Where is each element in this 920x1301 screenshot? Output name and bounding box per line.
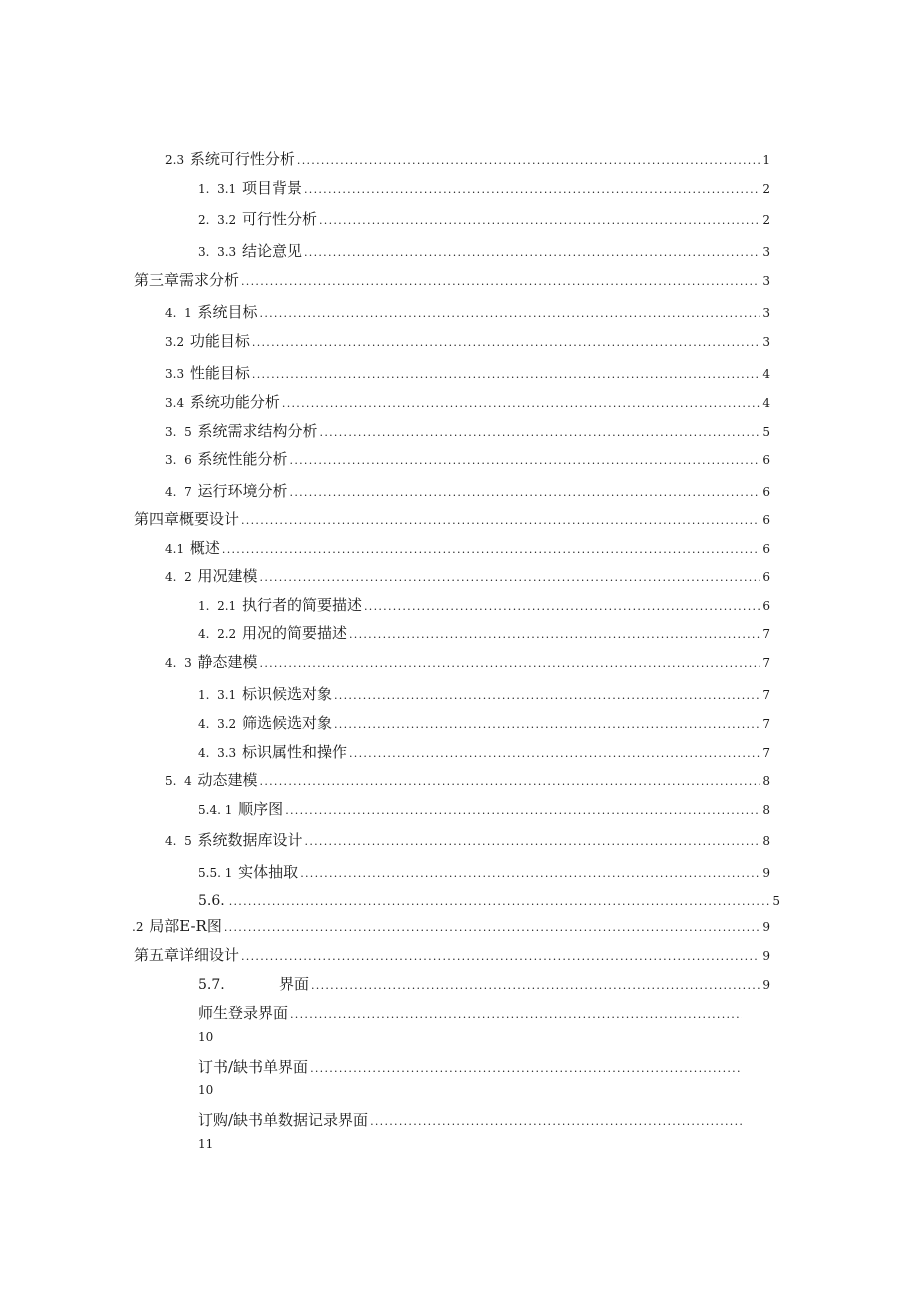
toc-title: 顺序图 [238,800,284,818]
dot-leader [222,921,761,934]
toc-title: 执行者的简要描述 [241,596,362,614]
toc-number: 3. 6 [165,453,196,467]
dot-leader [303,835,761,848]
dot-leader [239,950,760,963]
toc-page: 3 [762,306,770,320]
dot-leader [250,336,760,349]
toc-page: 6 [762,542,770,556]
toc-title: 可行性分析 [241,210,317,228]
toc-chapter-entry[interactable] [132,944,770,968]
toc-number: 4. 3.3 [198,746,240,760]
toc-page: 8 [762,834,770,848]
toc-entry[interactable] [198,1002,742,1026]
dot-leader [288,454,761,467]
dot-leader [288,1008,742,1021]
toc-number: 5.6. [198,893,225,909]
toc-page: 7 [762,688,770,702]
toc-number: 3. 5 [165,425,196,439]
toc-number: 5.7. [198,977,247,993]
toc-title: 功能目标 [189,332,250,350]
dot-leader [283,804,760,817]
toc-page: 3 [762,335,770,349]
toc-title: 结论意见 [241,242,302,260]
toc-page: 6 [762,513,770,527]
toc-page: 4 [762,367,770,381]
toc-entry[interactable] [198,683,770,707]
toc-page: 6 [762,453,770,467]
toc-entry[interactable] [165,420,770,444]
toc-number: 5.5. 1 [198,866,237,880]
toc-entry[interactable] [165,448,770,472]
toc-page: 8 [762,774,770,788]
toc-entry[interactable] [165,362,770,386]
toc-entry[interactable] [198,798,770,822]
toc-entry[interactable] [198,712,770,736]
toc-page: 9 [762,949,770,963]
toc-title: 系统数据库设计 [197,831,303,849]
dot-leader [227,895,771,908]
dot-leader [308,1062,742,1075]
toc-title: 师生登录界面 [198,1004,289,1022]
toc-title: 概述 [189,539,220,557]
toc-number: 4. 2 [165,570,196,584]
dot-leader [239,275,760,288]
toc-title: 标识属性和操作 [241,743,347,761]
toc-page: 9 [762,866,770,880]
toc-page: 10 [198,1083,214,1097]
toc-entry[interactable] [198,1109,742,1133]
toc-page: 3 [762,245,770,259]
toc-entry[interactable] [132,915,770,939]
dot-leader [332,718,760,731]
toc-page: 1 [762,153,770,167]
toc-page: 5 [762,425,770,439]
toc-entry[interactable] [198,861,770,885]
toc-page: 3 [762,274,770,288]
toc-title: 第三章需求分析 [134,271,240,289]
dot-leader [239,514,760,527]
toc-title: 订书/缺书单界面 [198,1058,309,1076]
toc-page: 7 [762,746,770,760]
dot-leader [347,747,760,760]
toc-title: 系统可行性分析 [189,150,295,168]
toc-entry[interactable] [165,391,770,415]
toc-number: 4.1 [165,542,188,556]
toc-number: 2. 3.2 [198,213,240,227]
dot-leader [258,657,761,670]
toc-page: 6 [762,485,770,499]
toc-entry[interactable] [198,893,780,917]
toc-number: 4. 7 [165,485,196,499]
toc-title: 系统需求结构分析 [197,422,318,440]
dot-leader [362,600,760,613]
toc-title: 界面 [278,975,309,993]
dot-leader [347,628,760,641]
toc-entry[interactable] [165,829,770,853]
dot-leader [318,426,761,439]
toc-title: 第五章详细设计 [134,946,240,964]
toc-page: 6 [762,570,770,584]
toc-page: 9 [762,978,770,992]
toc-number: 3.3 [165,367,188,381]
toc-number: 1. 3.1 [198,688,240,702]
toc-entry[interactable] [165,537,770,561]
dot-leader [258,307,761,320]
dot-leader [258,775,761,788]
toc-page: 10 [198,1030,214,1044]
toc-entry[interactable] [165,565,770,589]
toc-title: 筛选候选对象 [241,714,332,732]
toc-title: 项目背景 [241,179,302,197]
toc-number: 3.2 [165,335,188,349]
dot-leader [317,214,760,227]
toc-entry[interactable] [165,301,770,325]
toc-entry[interactable] [198,1056,742,1080]
toc-entry[interactable] [198,622,770,646]
toc-page: 6 [762,599,770,613]
dot-leader [368,1115,742,1128]
toc-entry[interactable] [198,594,770,618]
toc-number: 5. 4 [165,774,196,788]
toc-number: 1. 3.1 [198,182,240,196]
toc-page: 2 [762,182,770,196]
toc-entry[interactable] [165,480,770,504]
toc-number: 1. 2.1 [198,599,240,613]
toc-title: 用况建模 [197,567,258,585]
toc-number: .2 [132,920,148,934]
toc-entry[interactable] [165,148,770,172]
toc-title: 第四章概要设计 [134,510,240,528]
toc-title: 动态建模 [197,771,258,789]
toc-title: 系统目标 [197,303,258,321]
toc-page: 7 [762,627,770,641]
toc-title: 实体抽取 [238,863,299,881]
dot-leader [295,154,760,167]
toc-number: 5.4. 1 [198,803,237,817]
toc-chapter-entry[interactable] [132,269,770,293]
toc-title: 运行环境分析 [197,482,288,500]
toc-title: 系统性能分析 [197,450,288,468]
toc-title: 静态建模 [197,653,258,671]
dot-leader [309,979,760,992]
toc-number: 4. 3.2 [198,717,240,731]
dot-leader [258,571,761,584]
dot-leader [250,368,760,381]
toc-page: 8 [762,803,770,817]
toc-number: 2.3 [165,153,188,167]
dot-leader [302,183,760,196]
toc-page: 9 [762,920,770,934]
toc-entry[interactable] [198,741,770,765]
toc-title: 系统功能分析 [189,393,280,411]
toc-entry[interactable] [198,240,770,264]
toc-entry[interactable] [198,208,770,232]
toc-number: 3.4 [165,396,188,410]
toc-page: 11 [198,1137,214,1151]
dot-leader [298,867,760,880]
toc-title: 性能目标 [189,364,250,382]
dot-leader [220,543,760,556]
toc-number: 4. 3 [165,656,196,670]
toc-number: 3. 3.3 [198,245,240,259]
toc-entry[interactable] [165,769,770,793]
toc-title: 标识候选对象 [241,685,332,703]
dot-leader [280,397,760,410]
toc-number: 4. 2.2 [198,627,240,641]
toc-number: 4. 5 [165,834,196,848]
toc-page: 4 [762,396,770,410]
toc-entry[interactable] [165,651,770,675]
dot-leader [332,689,760,702]
toc-number: 4. 1 [165,306,196,320]
toc-entry[interactable] [198,177,770,201]
toc-page: 5 [772,894,780,908]
toc-title: 用况的简要描述 [241,624,347,642]
toc-entry[interactable] [198,973,770,997]
toc-title: 订购/缺书单数据记录界面 [198,1111,369,1129]
dot-leader [302,246,760,259]
toc-chapter-entry[interactable] [132,508,770,532]
toc-page: 2 [762,213,770,227]
toc-page: 7 [762,656,770,670]
toc-title: 局部E-R图 [149,917,222,935]
toc-page: 7 [762,717,770,731]
toc-entry[interactable] [165,330,770,354]
dot-leader [288,486,761,499]
